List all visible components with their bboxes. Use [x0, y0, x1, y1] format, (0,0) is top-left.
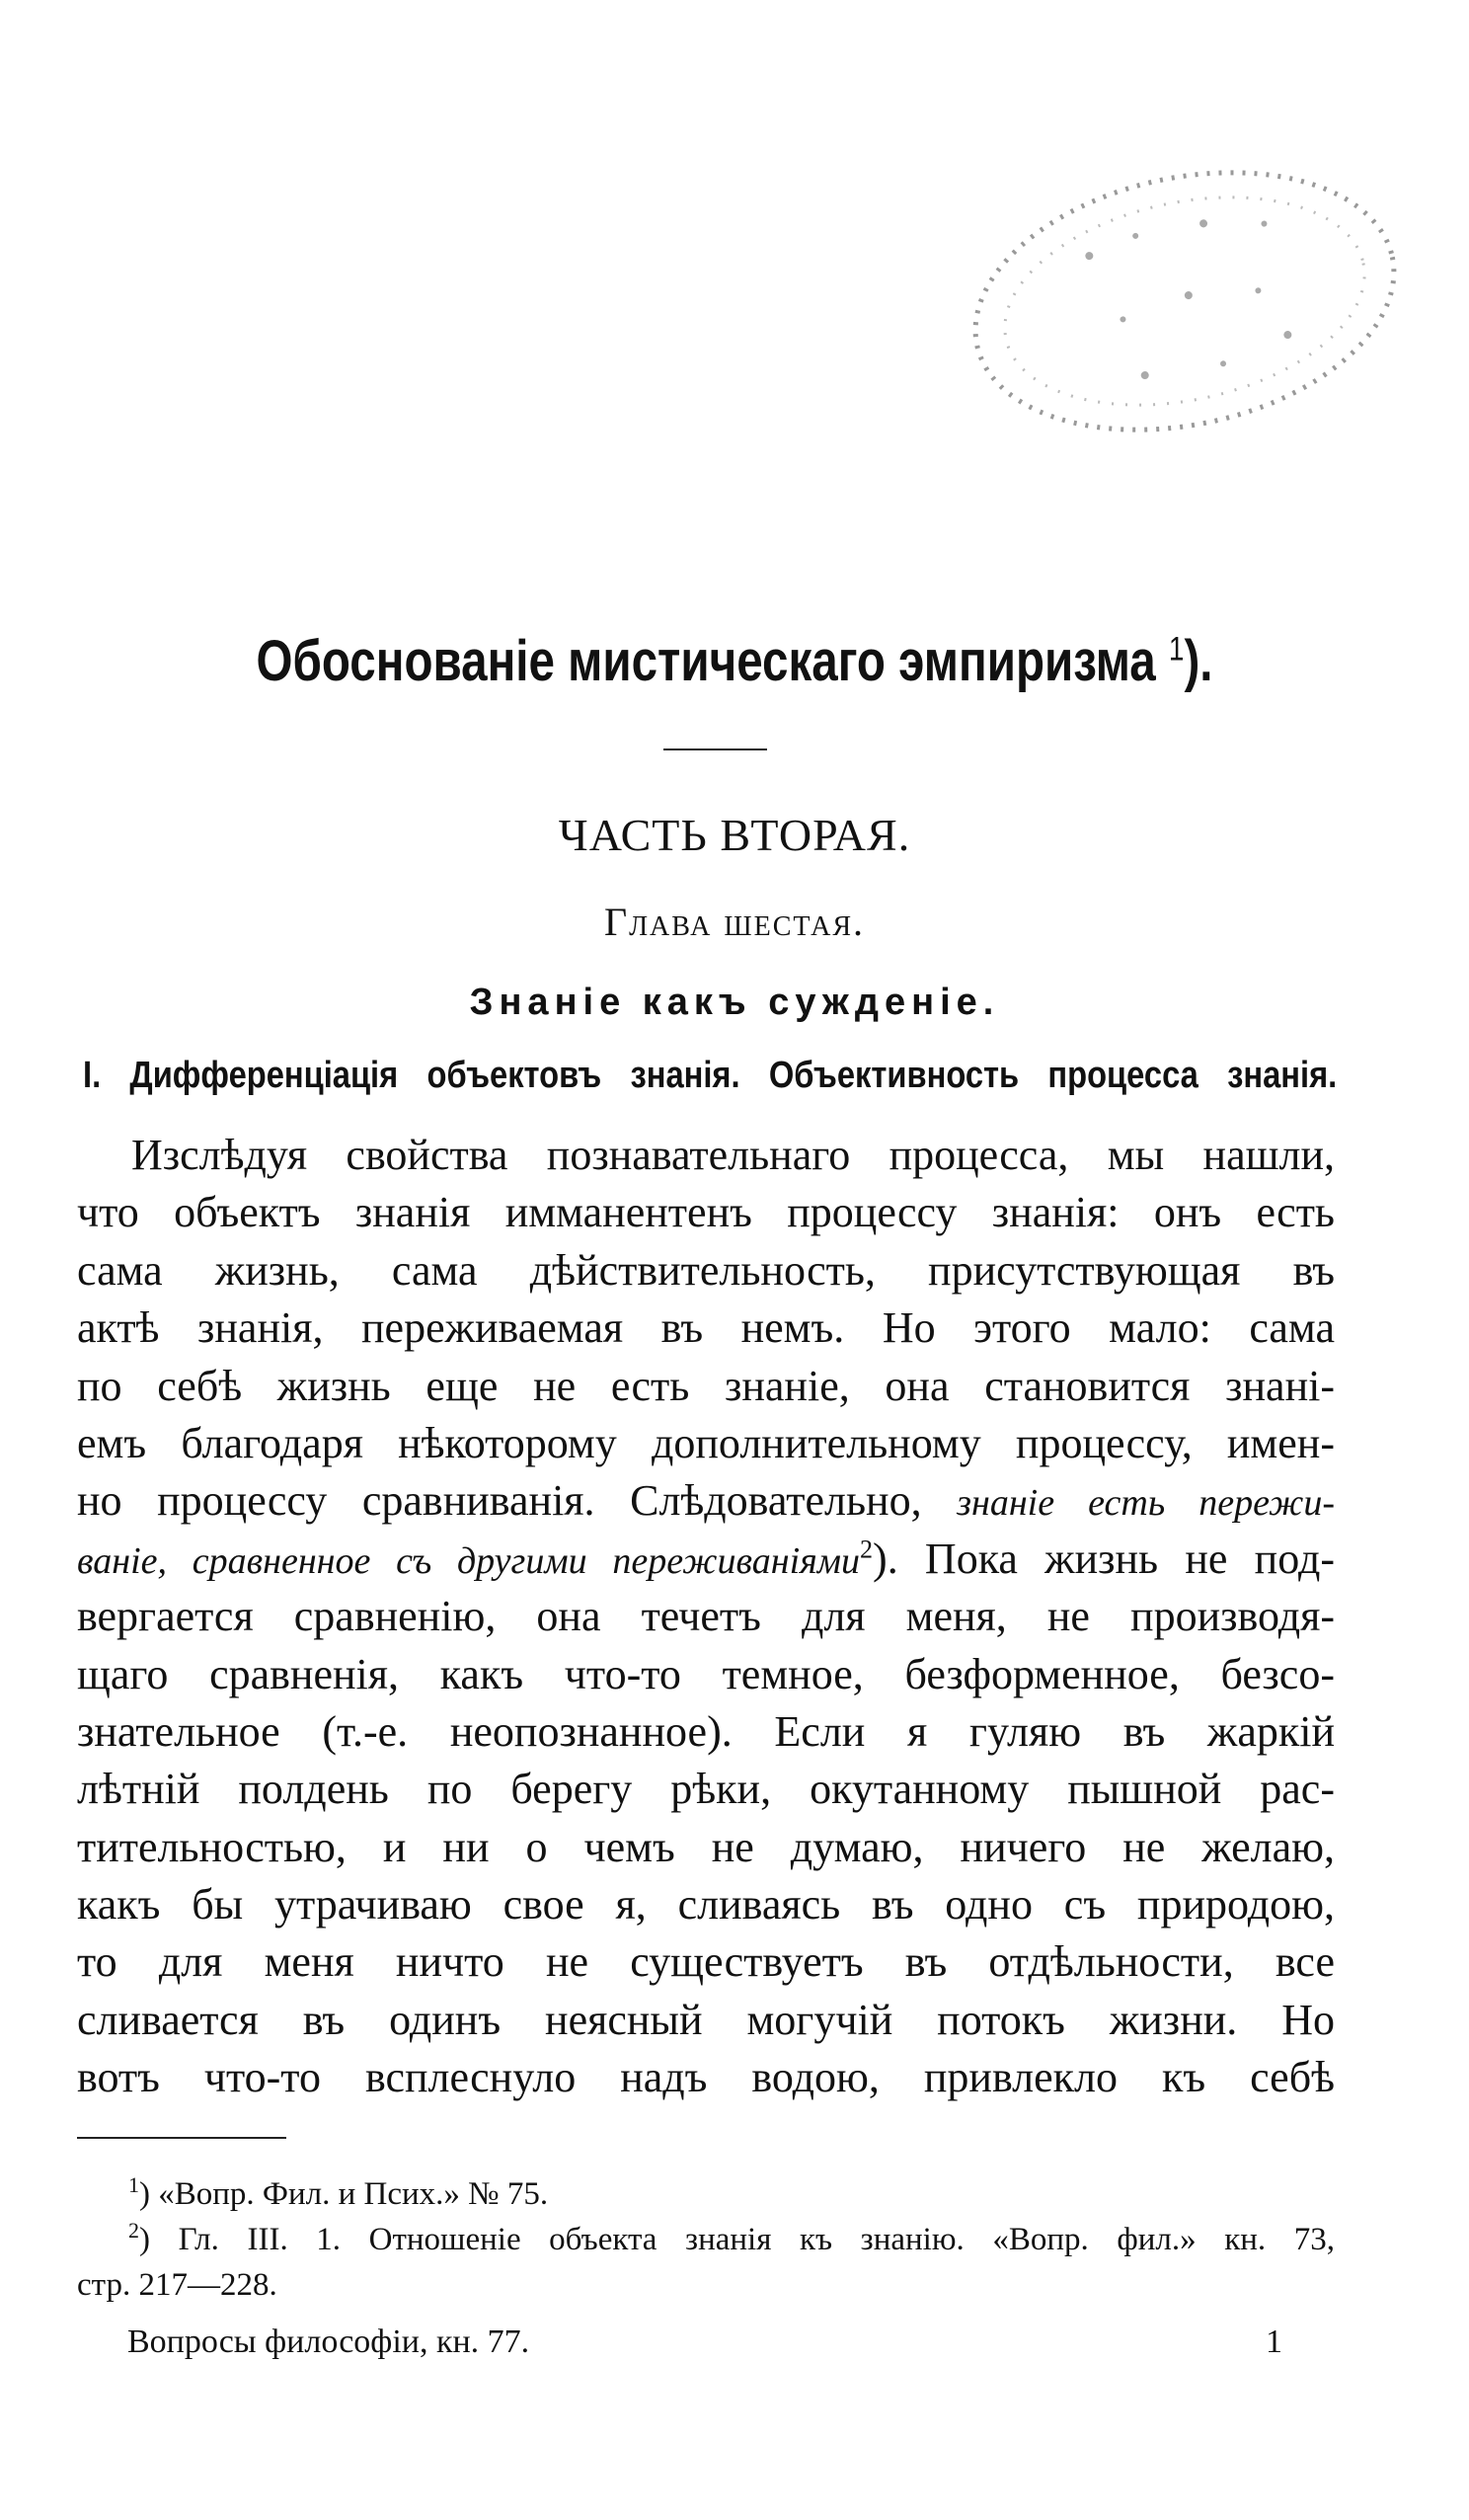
text-line — [77, 1184, 1335, 1241]
line-text: но процессу сравниванія. Слѣдовательно, — [77, 1476, 958, 1526]
footnote-2-continued: стр. 217—228. — [77, 2267, 277, 2303]
page-footer — [127, 2321, 1282, 2364]
line-text: по себѣ жизнь еще не есть знаніе, она становится знані- — [77, 1361, 1335, 1410]
article-title — [132, 622, 1337, 701]
title-divider — [663, 748, 767, 750]
text-line — [77, 2049, 1335, 2106]
text-line — [77, 1876, 1335, 1933]
text-line — [77, 1703, 1335, 1761]
footnote-text: ) «Вопр. Фил. и Псих.» № 75. — [139, 2176, 549, 2212]
chapter-heading: Глава шестая. — [603, 900, 866, 944]
text-line — [77, 1933, 1335, 1991]
footnote-ref[interactable]: 2 — [860, 1535, 874, 1564]
line-text: какъ бы утрачиваю свое я, сливаясь въ одно съ природою, — [77, 1880, 1335, 1929]
footnote-mark: 1 — [128, 2172, 139, 2197]
line-text: сама жизнь, сама дѣйствительность, присутствующая въ — [77, 1245, 1335, 1295]
text-line — [77, 1992, 1335, 2049]
part-heading: ЧАСТЬ ВТОРАЯ. — [558, 810, 911, 860]
text-line — [77, 1358, 1335, 1415]
line-text: щаго сравненія, какъ что-то темное, безформенное, безсо- — [77, 1649, 1335, 1698]
footnote-mark: 2 — [128, 2218, 139, 2243]
text-line — [77, 1299, 1335, 1357]
text-line — [77, 1531, 1335, 1588]
line-text: что объектъ знанія имманентенъ процессу знанія: онъ есть — [77, 1188, 1335, 1237]
body-text — [77, 1127, 1335, 2107]
italic-text: ваніе, сравненное съ другими переживаніями — [77, 1539, 861, 1582]
line-text: вотъ что-то всплеснуло надъ водою, привлекло къ себѣ — [77, 2053, 1335, 2102]
text-line — [77, 1472, 1335, 1530]
title-text: Обоснованіе мистическаго эмпиризма — [256, 629, 1156, 693]
line-text: знательное (т.-е. неопознанное). Если я гуляю въ жаркій — [77, 1706, 1335, 1756]
line-text: сливается въ одинъ неясный могучій потокъ жизни. Но — [77, 1995, 1335, 2044]
italic-text: знаніе есть пережи- — [957, 1482, 1335, 1525]
line-text: лѣтній полдень по берегу рѣки, окутанному пышной рас- — [77, 1765, 1335, 1814]
footnote-text: ) Гл. III. 1. Отношеніе объекта знанія къ знанію. «Вопр. фил.» кн. 73, — [139, 2222, 1335, 2257]
line-text: то для меня ничто не существуетъ въ отдѣльности, все — [77, 1937, 1335, 1987]
section-heading: I. Дифференціація объектовъ знанія. Объективность процесса знанія. — [83, 1055, 1338, 1096]
title-footnote-ref[interactable]: 1 — [1168, 630, 1185, 669]
footnotes — [77, 2171, 1335, 2308]
line-text: емъ благодаря нѣкоторому дополнительному процессу, имен- — [77, 1418, 1335, 1467]
line-text: актѣ знанія, переживаемая въ немъ. Но этого мало: сама — [77, 1303, 1335, 1353]
journal-signature: Вопросы философіи, кн. 77. — [127, 2323, 530, 2360]
line-text: Изслѣдуя свойства познавательнаго процесса, мы нашли, — [131, 1131, 1335, 1179]
page-number: 1 — [1266, 2323, 1282, 2360]
chapter-subtitle: Знаніе какъ сужденіе. — [469, 982, 1000, 1023]
text-line — [77, 1127, 1335, 1184]
text-line — [77, 1588, 1335, 1645]
text-line — [77, 1646, 1335, 1703]
line-text: вергается сравненію, она течетъ для меня, не производя- — [77, 1592, 1335, 1641]
footnote-divider — [77, 2137, 286, 2139]
line-text: ). Пока жизнь не под- — [873, 1534, 1335, 1583]
text-line — [77, 1242, 1335, 1299]
footnote-1 — [77, 2171, 1335, 2217]
library-stamp — [963, 158, 1407, 444]
text-line — [77, 1415, 1335, 1472]
line-text: тительностью, и ни о чемъ не думаю, ничего не желаю, — [77, 1822, 1335, 1871]
text-line — [77, 1761, 1335, 1818]
footnote-2 — [77, 2217, 1335, 2262]
text-line — [77, 1819, 1335, 1876]
title-close: ). — [1184, 629, 1213, 693]
